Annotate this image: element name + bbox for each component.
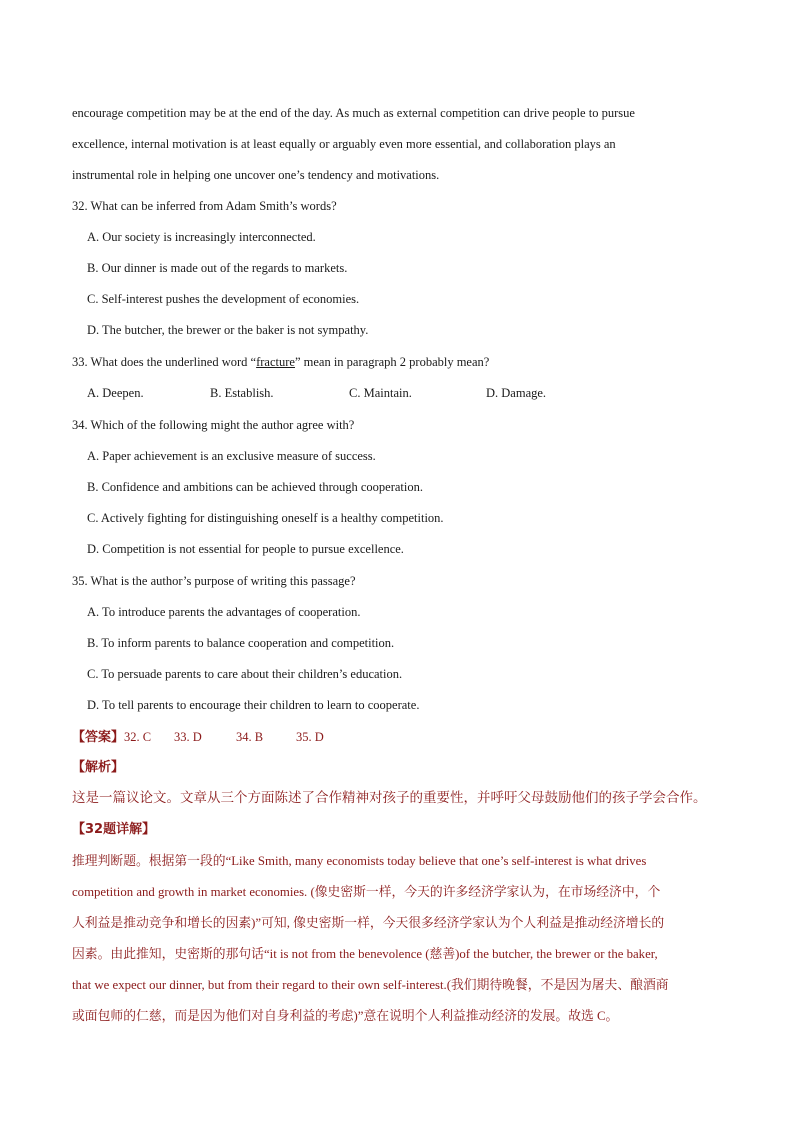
detail-32-line: 因素。由此推知，史密斯的那句话“it is not from the benevolence (慈善)of the butcher, the brewer or the baker, — [72, 947, 658, 961]
answer-line — [72, 729, 324, 746]
question-33-option-a: A. Deepen. — [87, 386, 144, 400]
analysis-label: 【解析】 — [72, 760, 125, 775]
detail-32-line: that we expect our dinner, but from their regard to their own self-interest.(我们期待晚餐，不是因为屠夫、酿酒商 — [72, 978, 669, 992]
question-34-option-c: C. Actively fighting for distinguishing oneself is a healthy competition. — [87, 511, 444, 525]
passage-line: encourage competition may be at the end of the day. As much as external competition can drive people to pursue — [72, 106, 635, 120]
answer-item: 34. B — [236, 730, 264, 744]
question-35-option-a: A. To introduce parents the advantages of cooperation. — [87, 605, 361, 619]
question-32-stem: 32. What can be inferred from Adam Smith’s words? — [72, 199, 337, 213]
question-35-option-b: B. To inform parents to balance cooperation and competition. — [87, 636, 395, 650]
question-35-option-c: C. To persuade parents to care about their children’s education. — [87, 667, 403, 681]
answer-item: 35. D — [296, 730, 324, 744]
question-35-stem: 35. What is the author’s purpose of writing this passage? — [72, 574, 356, 588]
question-33-stem-before: 33. What does the underlined word “ — [72, 355, 257, 369]
question-34-stem: 34. Which of the following might the author agree with? — [72, 418, 355, 432]
question-35-option-d: D. To tell parents to encourage their children to learn to cooperate. — [87, 698, 420, 712]
analysis-text: 这是一篇议论文。文章从三个方面陈述了合作精神对孩子的重要性，并呼吁父母鼓励他们的孩子学会合作。 — [72, 790, 707, 805]
underlined-word: fracture — [256, 355, 295, 369]
question-34-option-a: A. Paper achievement is an exclusive measure of success. — [87, 449, 376, 463]
question-34-option-d: D. Competition is not essential for people to pursue excellence. — [87, 542, 404, 556]
question-33-option-b: B. Establish. — [210, 386, 274, 400]
question-33-option-c: C. Maintain. — [349, 386, 412, 400]
answer-item: 33. D — [174, 730, 202, 744]
question-32-option-d: D. The butcher, the brewer or the baker is not sympathy. — [87, 323, 369, 337]
question-32-option-a: A. Our society is increasingly interconnected. — [87, 230, 316, 244]
detail-32-line: 推理判断题。根据第一段的“Like Smith, many economists today believe that one’s self-interest is what drives — [72, 854, 647, 868]
detail-32-line: 或面包师的仁慈，而是因为他们对自身利益的考虑)”意在说明个人利益推动经济的发展。故选 C。 — [72, 1009, 619, 1023]
answer-item: 32. C — [124, 730, 152, 744]
passage-line: excellence, internal motivation is at least equally or arguably even more essential, and collaboration plays an — [72, 137, 616, 151]
passage-line: instrumental role in helping one uncover one’s tendency and motivations. — [72, 168, 440, 182]
question-34-option-b: B. Confidence and ambitions can be achieved through cooperation. — [87, 480, 424, 494]
detail-32-label: 【32题详解】 — [72, 822, 156, 837]
question-33-option-d: D. Damage. — [486, 386, 547, 400]
detail-32-line: 人利益是推动竞争和增长的因素)”可知, 像史密斯一样，今天很多经济学家认为个人利益是推动经济增长的 — [72, 916, 665, 930]
question-32-option-b: B. Our dinner is made out of the regards to markets. — [87, 261, 348, 275]
answer-label: 【答案】 — [72, 730, 125, 745]
detail-32-line: competition and growth in market economies. (像史密斯一样，今天的许多经济学家认为，在市场经济中，个 — [72, 885, 661, 899]
question-33-stem — [72, 354, 489, 370]
question-33-stem-after: ” mean in paragraph 2 probably mean? — [294, 355, 490, 369]
question-32-option-c: C. Self-interest pushes the development of economies. — [87, 292, 360, 306]
